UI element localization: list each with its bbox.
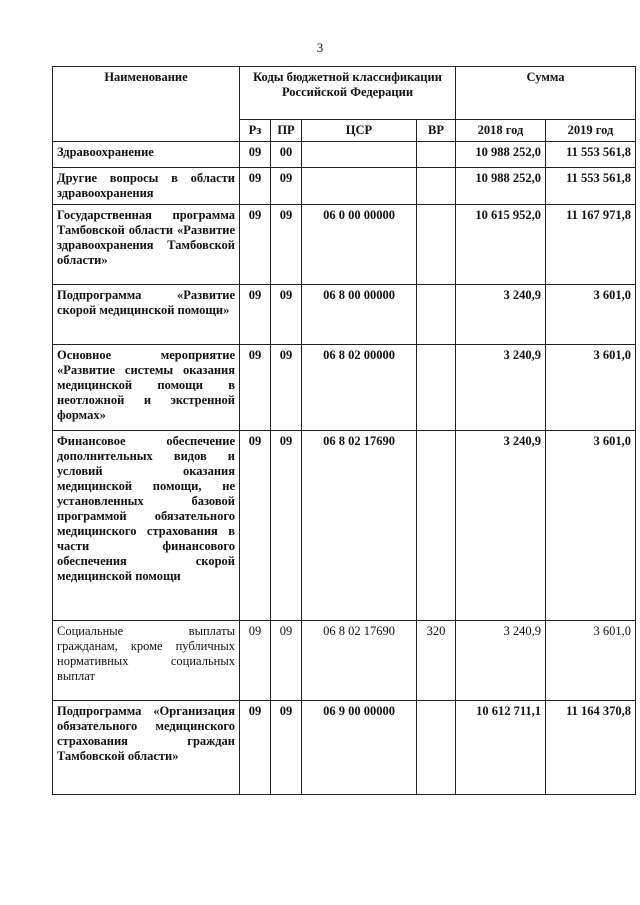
- cell-csr: [302, 168, 417, 205]
- header-vr: ВР: [417, 120, 456, 142]
- cell-csr: 06 0 00 00000: [302, 205, 417, 285]
- header-rz: Рз: [240, 120, 271, 142]
- table-row: [53, 285, 636, 345]
- cell-pr: 09: [271, 168, 302, 205]
- cell-vr: [417, 345, 456, 431]
- cell-pr: 09: [271, 205, 302, 285]
- table-row: [53, 168, 636, 205]
- cell-name: Государственная программа Тамбовской области «Развитие здравоохранения Тамбовской области»: [53, 205, 240, 285]
- cell-rz: 09: [240, 205, 271, 285]
- header-name: Наименование: [53, 67, 240, 142]
- cell-rz: 09: [240, 142, 271, 168]
- table-row: [53, 345, 636, 431]
- table-row: [53, 142, 636, 168]
- cell-name: Подпрограмма «Организация обязательного медицинского страхования граждан Тамбовской области»: [53, 701, 240, 795]
- table-row: [53, 431, 636, 621]
- cell-rz: 09: [240, 345, 271, 431]
- cell-s2019: 11 553 561,8: [546, 142, 636, 168]
- cell-vr: [417, 168, 456, 205]
- cell-csr: 06 9 00 00000: [302, 701, 417, 795]
- cell-s2018: 10 612 711,1: [456, 701, 546, 795]
- cell-csr: 06 8 00 00000: [302, 285, 417, 345]
- cell-s2018: 10 988 252,0: [456, 168, 546, 205]
- cell-pr: 09: [271, 621, 302, 701]
- cell-vr: [417, 285, 456, 345]
- cell-pr: 00: [271, 142, 302, 168]
- cell-name: Основное мероприятие «Развитие системы оказания медицинской помощи в неотложной и экстренной формах»: [53, 345, 240, 431]
- cell-name: Социальные выплаты гражданам, кроме публичных нормативных социальных выплат: [53, 621, 240, 701]
- table-row: [53, 205, 636, 285]
- cell-name: Здравоохранение: [53, 142, 240, 168]
- cell-vr: [417, 701, 456, 795]
- cell-name: Подпрограмма «Развитие скорой медицинской помощи»: [53, 285, 240, 345]
- cell-pr: 09: [271, 345, 302, 431]
- cell-name: Финансовое обеспечение дополнительных видов и условий оказания медицинской помощи, не установленных базовой программой обязательного медицинского страхования в части финансового обеспечения скорой медицинской помощи: [53, 431, 240, 621]
- cell-s2019: 11 553 561,8: [546, 168, 636, 205]
- header-codes: Коды бюджетной классификации Российской Федерации: [240, 67, 456, 120]
- cell-vr: 320: [417, 621, 456, 701]
- cell-s2018: 3 240,9: [456, 285, 546, 345]
- page-number: 3: [316, 40, 324, 55]
- cell-csr: 06 8 02 00000: [302, 345, 417, 431]
- cell-vr: [417, 142, 456, 168]
- cell-rz: 09: [240, 431, 271, 621]
- header-2019: 2019 год: [546, 120, 636, 142]
- cell-s2019: 3 601,0: [546, 431, 636, 621]
- header-sum: Сумма: [456, 67, 636, 120]
- cell-rz: 09: [240, 621, 271, 701]
- cell-s2018: 10 988 252,0: [456, 142, 546, 168]
- cell-pr: 09: [271, 431, 302, 621]
- cell-s2019: 3 601,0: [546, 285, 636, 345]
- cell-s2019: 3 601,0: [546, 345, 636, 431]
- cell-s2018: 3 240,9: [456, 345, 546, 431]
- cell-s2019: 3 601,0: [546, 621, 636, 701]
- cell-csr: 06 8 02 17690: [302, 621, 417, 701]
- cell-rz: 09: [240, 701, 271, 795]
- cell-s2019: 11 167 971,8: [546, 205, 636, 285]
- cell-rz: 09: [240, 168, 271, 205]
- header-2018: 2018 год: [456, 120, 546, 142]
- header-csr: ЦСР: [302, 120, 417, 142]
- cell-name: Другие вопросы в области здравоохранения: [53, 168, 240, 205]
- table-row: [53, 621, 636, 701]
- cell-vr: [417, 205, 456, 285]
- cell-csr: 06 8 02 17690: [302, 431, 417, 621]
- cell-vr: [417, 431, 456, 621]
- cell-rz: 09: [240, 285, 271, 345]
- header-pr: ПР: [271, 120, 302, 142]
- cell-csr: [302, 142, 417, 168]
- cell-s2018: 3 240,9: [456, 621, 546, 701]
- cell-pr: 09: [271, 701, 302, 795]
- table-row: [53, 701, 636, 795]
- cell-s2018: 3 240,9: [456, 431, 546, 621]
- budget-table: [52, 66, 636, 795]
- cell-s2018: 10 615 952,0: [456, 205, 546, 285]
- cell-pr: 09: [271, 285, 302, 345]
- cell-s2019: 11 164 370,8: [546, 701, 636, 795]
